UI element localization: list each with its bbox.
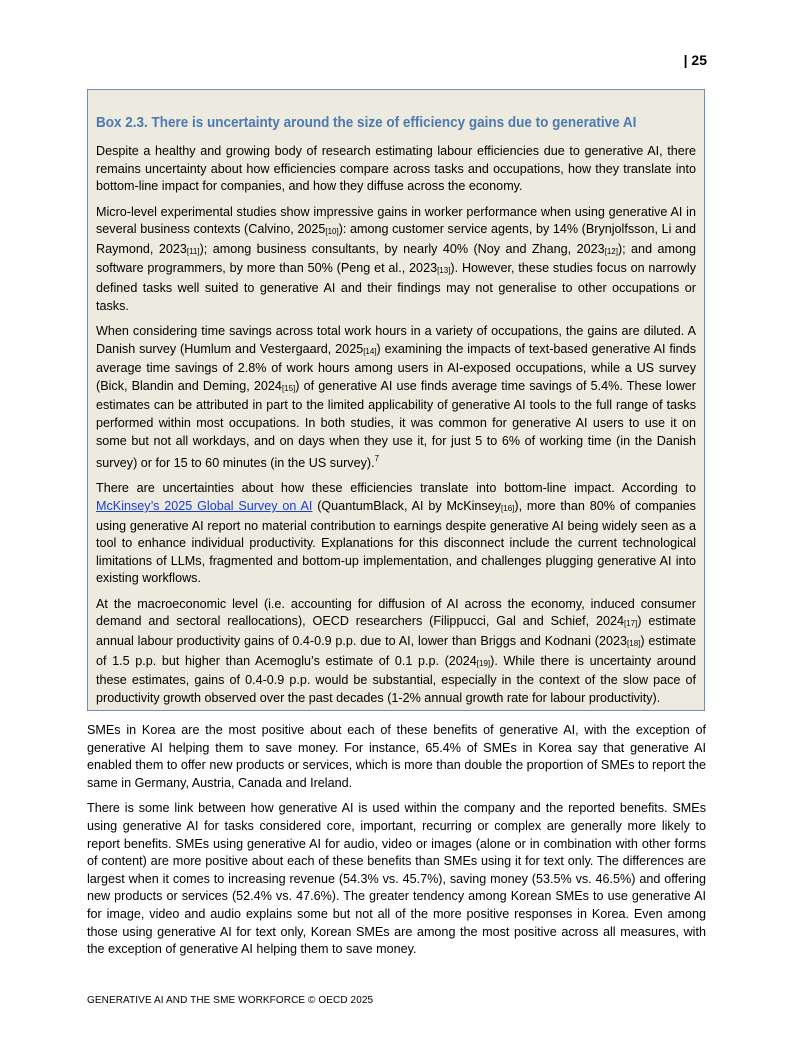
citation-ref: [15] xyxy=(281,383,296,393)
citation-ref: [17] xyxy=(623,619,638,629)
citation-ref: [13] xyxy=(437,266,451,276)
citation-ref: [19] xyxy=(476,658,491,668)
box-paragraph-1: Despite a healthy and growing body of research estimating labour efficiencies due to generative AI, there remains uncertainty about how efficiencies compare across tasks and occupations, how they translate into bottom-line impact for companies, and how they diffuse across the economy. xyxy=(96,144,696,194)
box-paragraph-4: There are uncertainties about how these efficiencies translate into bottom-line impact. According to McKinsey’s 2025 Global Survey on AI (QuantumBlack, AI by McKinsey[16]), more than 80% of companies using generative AI report no material contribution to earnings despite generative AI being widely seen as a tool to enhance individual productivity. Explanations for this disconnect include the current technological limitations of LLMs, fragmented and bottom-up implementation, and challenges plugging generative AI into existing workflows. xyxy=(96,481,696,586)
box-paragraph-5: At the macroeconomic level (i.e. accounting for diffusion of AI across the economy, induced consumer demand and sectoral reallocations), OECD researchers (Filippucci, Gal and Schief, 2024[17]) estimate annual labour productivity gains of 0.4-0.9 p.p. due to AI, lower than Briggs and Kodnani (2023[18]) estimate of 1.5 p.p. but higher than Acemoglu’s estimate of 0.1 p.p. (2024[19]). While there is uncertainty around these estimates, gains of 0.4-0.9 p.p. would be substantial, especially in the context of the slow pace of productivity growth observed over the past decades (1-2% annual growth rate for labour productivity). xyxy=(96,596,697,705)
citation-ref: [11] xyxy=(186,246,200,256)
box-paragraph-3: When considering time savings across total work hours in a variety of occupations, the gains are diluted. A Danish survey (Humlum and Vestergaard, 2025[14]) examining the impacts of text-based generative AI finds average time savings of 2.8% of work hours among users in AI-exposed occupations, while a US survey (Bick, Blandin and Deming, 2024[15]) of generative AI use finds average time savings of 5.4%. These lower estimates can be attributed in part to the limited applicability of generative AI tools to the full range of tasks performed within most occupations. In both studies, it was common for generative AI users to use it on some but not all workdays, and on days when they use it, for just 5 to 6% of working time (in the Danish survey) or for 15 to 60 minutes (in the US survey).$^7$ xyxy=(96,323,697,471)
citation-ref: [16] xyxy=(501,504,515,514)
citation-ref: [10] xyxy=(325,227,339,237)
citation-ref: [18] xyxy=(627,639,641,649)
body-paragraph-1: SMEs in Korea are the most positive about each of these benefits of generative AI, with the exception of generative AI helping them to save money. For instance, 65.4% of SMEs in Korea say that generative AI enabled them to offer new products or services, which is more than double the proportion of SMEs to report the same in Germany, Austria, Canada and Ireland. xyxy=(87,723,706,790)
page-number: | 25 xyxy=(683,52,707,68)
footnote-ref[interactable]: 7 xyxy=(374,454,380,464)
box-2-3 xyxy=(87,89,705,711)
citation-ref: [12] xyxy=(604,246,618,256)
body-paragraph-2: There is some link between how generative AI is used within the company and the reported benefits. SMEs using generative AI for tasks considered core, important, recurring or complex are generally more likely to report benefits. SMEs using generative AI for audio, video or images (alone or in combination with other forms of content) are more positive about each of these benefits than SMEs using it for text only. The differences are largest when it comes to increasing revenue (54.3% vs. 45.7%), saving money (53.5% vs. 46.5%) and offering new products or services (52.4% vs. 47.6%). The greater tendency among Korean SMEs to use generative AI for image, video and audio explains some but not all of the more positive responses in Korea. Even among those using generative AI for text only, Korean SMEs are among the most positive across all measures, with the exception of generative AI helping them to save money. xyxy=(87,801,706,957)
main-text xyxy=(87,722,706,967)
citation-ref: [14] xyxy=(363,346,377,356)
page-footer: GENERATIVE AI AND THE SME WORKFORCE © OECD 2025 xyxy=(87,995,374,1006)
box-paragraph-2: Micro-level experimental studies show impressive gains in worker performance when using generative AI in several business contexts (Calvino, 2025[10]): among customer service agents, by 14% (Brynjolfsson, Li and Raymond, 2023[11]); among business consultants, by nearly 40% (Noy and Zhang, 2023[12]); and among software programmers, by more than 50% (Peng et al., 2023[13]). However, these studies focus on narrowly defined tasks well suited to generative AI and their findings may not generalise to other occupations or tasks. xyxy=(96,204,696,313)
mckinsey-survey-link[interactable]: McKinsey’s 2025 Global Survey on AI xyxy=(96,499,313,514)
box-title: Box 2.3. There is uncertainty around the size of efficiency gains due to generative AI xyxy=(96,114,637,131)
